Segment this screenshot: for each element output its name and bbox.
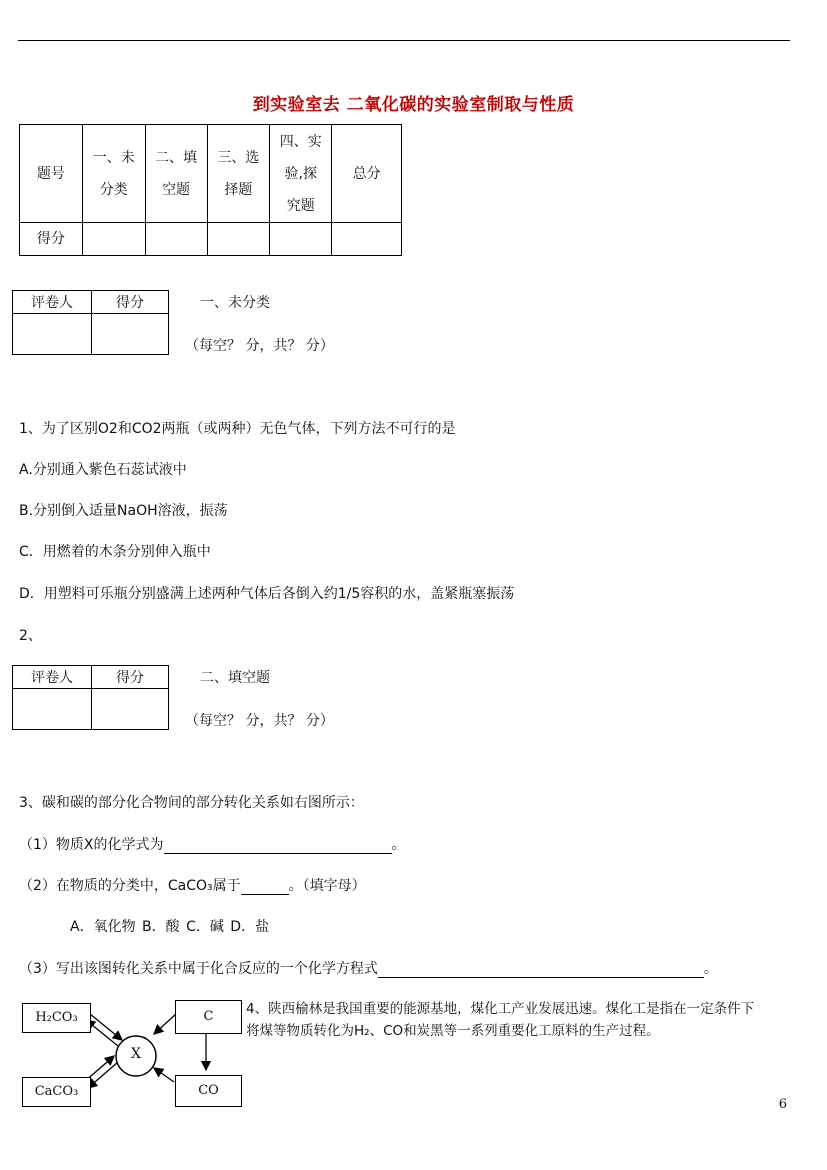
reviewer-score-cell[interactable] <box>92 314 169 355</box>
page-title: 到实验室去 二氧化碳的实验室制取与性质 <box>252 95 575 115</box>
section2-note: （每空？ 分，共？ 分） <box>185 713 334 729</box>
score-cell[interactable] <box>332 223 402 256</box>
q3-part3-blank[interactable] <box>378 977 704 978</box>
reviewer-cell[interactable] <box>13 689 92 730</box>
section1-note: （每空？ 分，共？ 分） <box>185 338 334 354</box>
reviewer-score-label: 得分 <box>92 666 169 689</box>
reviewer-score-label: 得分 <box>92 291 169 314</box>
reviewer-cell[interactable] <box>13 314 92 355</box>
q3-part2-blank[interactable] <box>241 894 289 895</box>
score-cell[interactable] <box>270 223 332 256</box>
q3-part3: （3）写出该图转化关系中属于化合反应的一个化学方程式 。 <box>19 961 718 977</box>
reviewer-score-cell[interactable] <box>92 689 169 730</box>
reviewer-label: 评卷人 <box>13 291 92 314</box>
q3-part1-blank[interactable] <box>164 853 392 854</box>
score-cell[interactable] <box>207 223 270 256</box>
score-header-3: 三、选 择题 <box>207 125 270 223</box>
q1-option-c: C．用燃着的木条分别伸入瓶中 <box>19 544 211 560</box>
reviewer-box-2 <box>12 665 169 730</box>
q2-label: 2、 <box>19 628 42 644</box>
reviewer-box-1 <box>12 290 169 355</box>
score-header-5: 总分 <box>332 125 402 223</box>
reviewer-label: 评卷人 <box>13 666 92 689</box>
q3-choices: A．氧化物 B．酸 C．碱 D．盐 <box>70 919 270 935</box>
q4-line2: 将煤等物质转化为H₂、CO和炭黑等一系列重要化工原料的生产过程。 <box>246 1023 660 1039</box>
score-header-2: 二、填 空题 <box>145 125 207 223</box>
q1-option-b: B.分别倒入适量NaOH溶液，振荡 <box>19 503 228 519</box>
node-caco3: CaCO₃ <box>22 1077 91 1107</box>
q3-part2: （2）在物质的分类中，CaCO₃属于 。（填字母） <box>19 878 366 894</box>
score-cell[interactable] <box>145 223 207 256</box>
q3-part1: （1）物质X的化学式为 。 <box>19 837 406 853</box>
score-cell[interactable] <box>82 223 145 256</box>
q4-line1: 4、陕西榆林是我国重要的能源基地，煤化工产业发展迅速。煤化工是指在一定条件下 <box>246 1001 755 1017</box>
score-header-4: 四、实 验,探 究题 <box>270 125 332 223</box>
q1-stem: 1、为了区别O2和CO2两瓶（或两种）无色气体，下列方法不可行的是 <box>19 421 456 437</box>
arrow-c-to-x <box>154 1014 176 1034</box>
score-header-0: 题号 <box>20 125 83 223</box>
score-row-label: 得分 <box>20 223 83 256</box>
q1-option-a: A.分别通入紫色石蕊试液中 <box>19 462 187 478</box>
top-rule <box>18 40 790 41</box>
score-header-1: 一、未 分类 <box>82 125 145 223</box>
page-number: 6 <box>778 1097 787 1112</box>
node-h2co3: H₂CO₃ <box>22 1003 91 1033</box>
q1-option-d: D．用塑料可乐瓶分别盛满上述两种气体后各倒入约1/5容积的水，盖紧瓶塞振荡 <box>19 586 515 602</box>
node-c: C <box>175 1000 242 1034</box>
section2-heading: 二、填空题 <box>200 670 270 686</box>
q3-stem: 3、碳和碳的部分化合物间的部分转化关系如右图所示： <box>19 795 364 811</box>
score-table <box>19 124 402 256</box>
arrow-co-to-x <box>154 1068 174 1082</box>
node-x-label: X <box>131 1046 141 1062</box>
node-co: CO <box>175 1075 242 1107</box>
section1-heading: 一、未分类 <box>200 295 270 311</box>
